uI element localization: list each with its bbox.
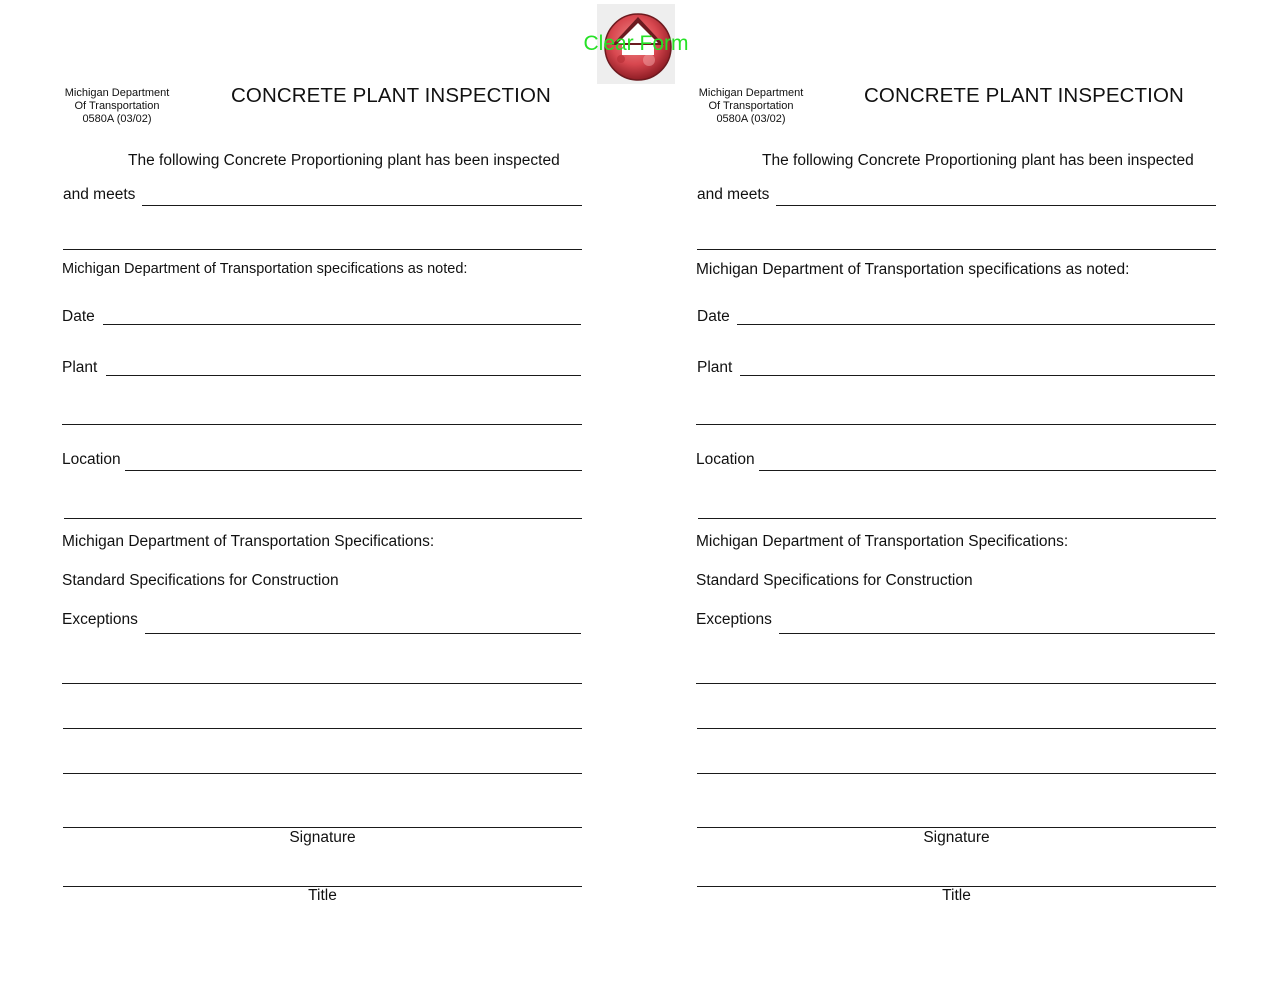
noted-label: Michigan Department of Transportation specifications as noted: bbox=[696, 261, 1130, 278]
meets-field[interactable] bbox=[776, 205, 1216, 206]
agency-sub: Of Transportation bbox=[708, 100, 794, 112]
meets-field-2[interactable] bbox=[63, 249, 582, 250]
title-label: Title bbox=[308, 887, 337, 904]
location-field[interactable] bbox=[759, 470, 1216, 471]
plant-field[interactable] bbox=[106, 375, 581, 376]
exceptions-field-2[interactable] bbox=[696, 683, 1216, 684]
exceptions-label: Exceptions bbox=[62, 611, 138, 628]
standard-specs-text: Standard Specifications for Construction bbox=[62, 572, 339, 589]
location-label: Location bbox=[696, 451, 755, 468]
agency-sub: Of Transportation bbox=[74, 100, 160, 112]
meets-label: and meets bbox=[697, 186, 770, 203]
agency-name: Michigan Department bbox=[64, 87, 170, 99]
plant-label: Plant bbox=[697, 359, 733, 376]
noted-label: Michigan Department of Transportation specifications as noted: bbox=[62, 261, 468, 277]
signature-label: Signature bbox=[923, 829, 990, 846]
location-field-2[interactable] bbox=[64, 518, 582, 519]
signature-field[interactable] bbox=[63, 827, 582, 828]
exceptions-field[interactable] bbox=[145, 633, 581, 634]
exceptions-label: Exceptions bbox=[696, 611, 772, 628]
intro-text: The following Concrete Proportioning plant has been inspected bbox=[762, 152, 1194, 169]
agency-block bbox=[691, 87, 811, 126]
intro-text: The following Concrete Proportioning plant has been inspected bbox=[128, 152, 560, 169]
meets-label: and meets bbox=[63, 186, 136, 203]
specs-heading: Michigan Department of Transportation Specifications: bbox=[696, 533, 1069, 550]
exceptions-field-2[interactable] bbox=[62, 683, 582, 684]
date-label: Date bbox=[62, 308, 95, 325]
exceptions-field-4[interactable] bbox=[63, 773, 582, 774]
specs-heading: Michigan Department of Transportation Specifications: bbox=[62, 533, 435, 550]
plant-label: Plant bbox=[62, 359, 98, 376]
signature-label: Signature bbox=[289, 829, 356, 846]
signature-field[interactable] bbox=[697, 827, 1216, 828]
date-field[interactable] bbox=[737, 324, 1215, 325]
agency-name: Michigan Department bbox=[698, 87, 804, 99]
date-label: Date bbox=[697, 308, 730, 325]
agency-block bbox=[57, 87, 177, 126]
meets-field[interactable] bbox=[142, 205, 582, 206]
plant-field-2[interactable] bbox=[696, 424, 1216, 425]
location-field-2[interactable] bbox=[698, 518, 1216, 519]
form-title: CONCRETE PLANT INSPECTION bbox=[231, 84, 551, 107]
exceptions-field-3[interactable] bbox=[697, 728, 1216, 729]
plant-field-2[interactable] bbox=[62, 424, 582, 425]
clear-form-label: Clear Form bbox=[583, 32, 689, 55]
form-number: 0580A (03/02) bbox=[716, 113, 786, 125]
form-title: CONCRETE PLANT INSPECTION bbox=[864, 84, 1184, 107]
location-field[interactable] bbox=[125, 470, 582, 471]
plant-field[interactable] bbox=[740, 375, 1215, 376]
location-label: Location bbox=[62, 451, 121, 468]
title-label: Title bbox=[942, 887, 971, 904]
meets-field-2[interactable] bbox=[697, 249, 1216, 250]
inspection-form-right bbox=[691, 0, 1216, 989]
date-field[interactable] bbox=[103, 324, 581, 325]
exceptions-field-3[interactable] bbox=[63, 728, 582, 729]
standard-specs-text: Standard Specifications for Construction bbox=[696, 572, 973, 589]
exceptions-field-4[interactable] bbox=[697, 773, 1216, 774]
exceptions-field[interactable] bbox=[779, 633, 1215, 634]
form-number: 0580A (03/02) bbox=[82, 113, 152, 125]
inspection-form-left bbox=[57, 0, 582, 989]
clear-form-button[interactable] bbox=[583, 4, 689, 84]
